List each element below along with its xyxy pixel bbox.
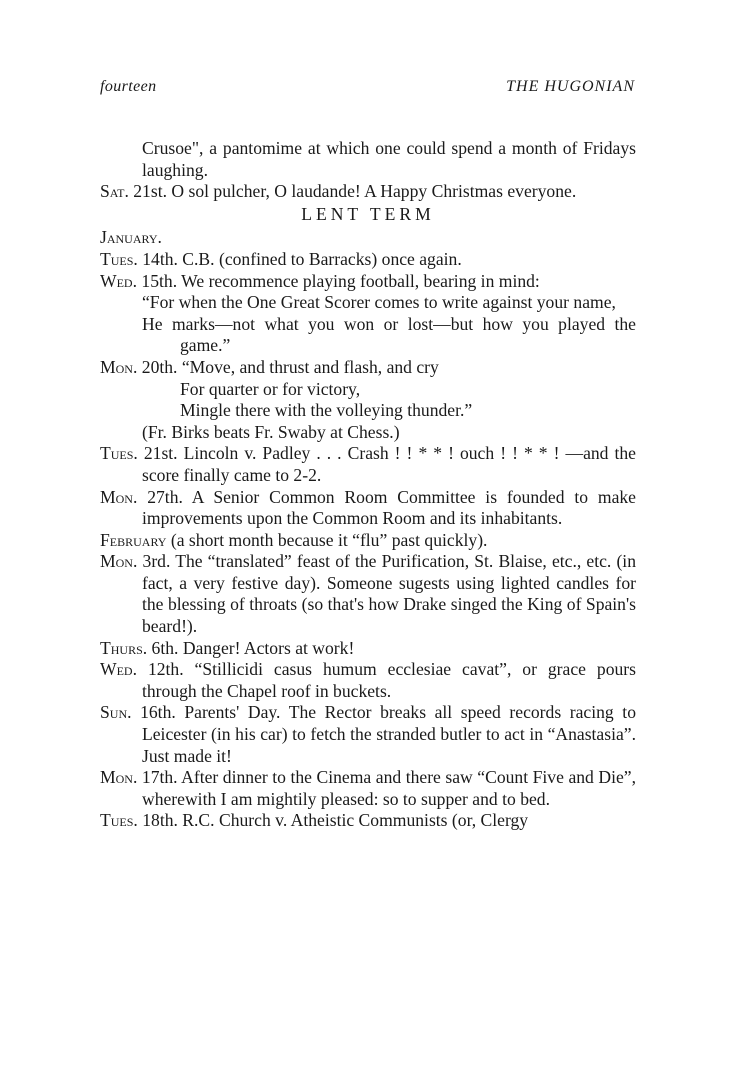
diary-entry: Tues. 21st. Lincoln v. Padley . . . Crash ! ! * * ! ouch ! ! * * ! —and the score finally came to 2-2. [100,443,636,485]
diary-entry: Mon. 3rd. The “translated” feast of the Purification, St. Blaise, etc., etc. (in fact, a very festive day). Someone sugests using lighted candles for the blessing of throats (so that's how Drake singed the King of Spain's beard!). [100,551,636,637]
diary-entry: Mon. 27th. A Senior Common Room Committee is founded to make improvements upon the Common Room and its inhabitants. [100,486,636,529]
page-number: fourteen [100,78,157,95]
page-body [100,138,636,832]
poem-line: Mingle there with the volleying thunder.” [180,400,473,421]
diary-entry: Mon. 20th. “Move, and thrust and flash, and cry [100,356,439,377]
diary-entry: Sun. 16th. Parents' Day. The Rector breaks all speed records racing to Leicester (in his car) to fetch the stranded butler to act in “Anastasia”. Just made it! [100,702,636,766]
diary-entry: Tues. 14th. C.B. (confined to Barracks) once again. [100,248,462,269]
month-heading: January. [100,227,162,248]
quotation-line: “For when the One Great Scorer comes to write against your name, [142,292,616,313]
section-heading: LENT TERM [301,203,435,224]
diary-entry: Wed. 12th. “Stillicidi casus humum ecclesiae cavat”, or grace pours through the Chapel roof in buckets. [100,659,636,701]
chess-note: (Fr. Birks beats Fr. Swaby at Chess.) [142,421,400,442]
poem-line: For quarter or for victory, [180,378,361,399]
diary-entry: Mon. 17th. After dinner to the Cinema and there saw “Count Five and Die”, wherewith I am mightily pleased: so to supper and to bed. [100,767,636,809]
continued-text: Crusoe", a pantomime at which one could spend a month of Fridays laughing. [142,138,636,180]
diary-entry: Thurs. 6th. Danger! Actors at work! [100,637,355,658]
quotation-line: He marks—not what you won or lost—but how you played the game.” [142,313,636,356]
month-heading: February (a short month because it “flu” past quickly). [100,529,488,550]
diary-entry: Wed. 15th. We recommence playing football, bearing in mind: [100,270,540,291]
diary-entry: Tues. 18th. R.C. Church v. Atheistic Communists (or, Clergy [100,810,529,831]
diary-entry: Sat. 21st. O sol pulcher, O laudande! A Happy Christmas everyone. [100,181,577,202]
journal-title: THE HUGONIAN [506,78,635,95]
